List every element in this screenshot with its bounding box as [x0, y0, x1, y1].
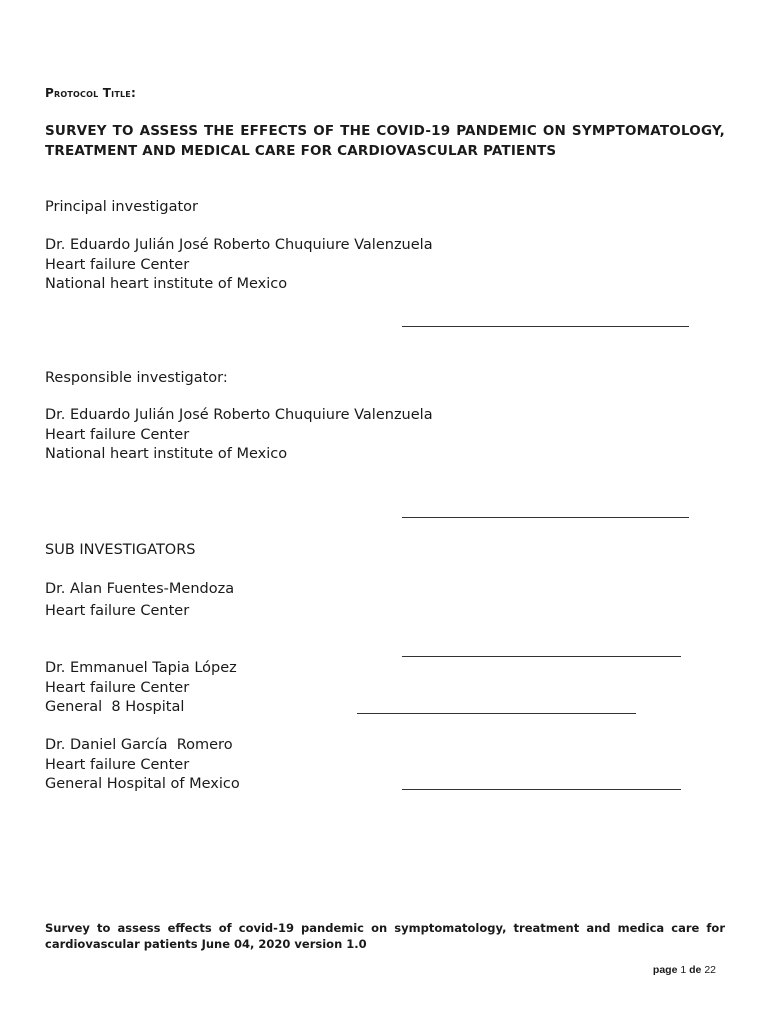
investigator-center: Heart failure Center	[45, 756, 190, 773]
signature-line	[402, 789, 681, 790]
signature-line	[402, 326, 689, 327]
investigator-center: Heart failure Center	[45, 603, 190, 619]
signature-line	[402, 517, 689, 518]
sub-investigator-1	[45, 578, 234, 622]
investigator-center: Heart failure Center	[45, 426, 190, 443]
investigator-name: Dr. Alan Fuentes-Mendoza	[45, 581, 235, 597]
page-word: page	[652, 964, 678, 976]
protocol-title-label: Protocol Title:	[45, 86, 136, 100]
page-footer: Survey to assess effects of covid-19 pandemic on symptomatology, treatment and medica care for cardiovascular patients June 04, 2020 version 1.0	[45, 921, 725, 951]
principal-investigator-block	[45, 236, 433, 295]
page-current: 1	[680, 964, 687, 976]
responsible-investigator-heading: Responsible investigator:	[45, 370, 228, 386]
protocol-title: SURVEY TO ASSESS THE EFFECTS OF THE COVID-19 PANDEMIC ON SYMPTOMATOLOGY, TREATMENT AND MEDICAL CARE FOR CARDIOVASCULAR PATIENTS	[45, 123, 725, 159]
responsible-investigator-block	[45, 406, 433, 465]
page-total: 22	[704, 964, 716, 976]
investigator-name: Dr. Daniel García Romero	[45, 737, 233, 753]
investigator-institute: National heart institute of Mexico	[45, 446, 288, 462]
sub-investigators-heading: SUB INVESTIGATORS	[45, 542, 196, 558]
investigator-center: Heart failure Center	[45, 256, 190, 273]
investigator-name: Dr. Emmanuel Tapia López	[45, 660, 237, 676]
signature-line	[357, 713, 636, 714]
page-number	[653, 964, 716, 976]
investigator-name: Dr. Eduardo Julián José Roberto Chuquiure Valenzuela	[45, 237, 433, 253]
principal-investigator-heading: Principal investigator	[45, 199, 198, 215]
investigator-institute: General Hospital of Mexico	[45, 776, 240, 792]
investigator-center: Heart failure Center	[45, 679, 190, 696]
sub-investigator-3	[45, 736, 240, 795]
page-of-word: de	[689, 964, 702, 976]
investigator-institute: National heart institute of Mexico	[45, 276, 288, 292]
investigator-institute: General 8 Hospital	[45, 699, 185, 715]
sub-investigator-2	[45, 659, 237, 718]
investigator-name: Dr. Eduardo Julián José Roberto Chuquiure Valenzuela	[45, 407, 433, 423]
signature-line	[402, 656, 681, 657]
